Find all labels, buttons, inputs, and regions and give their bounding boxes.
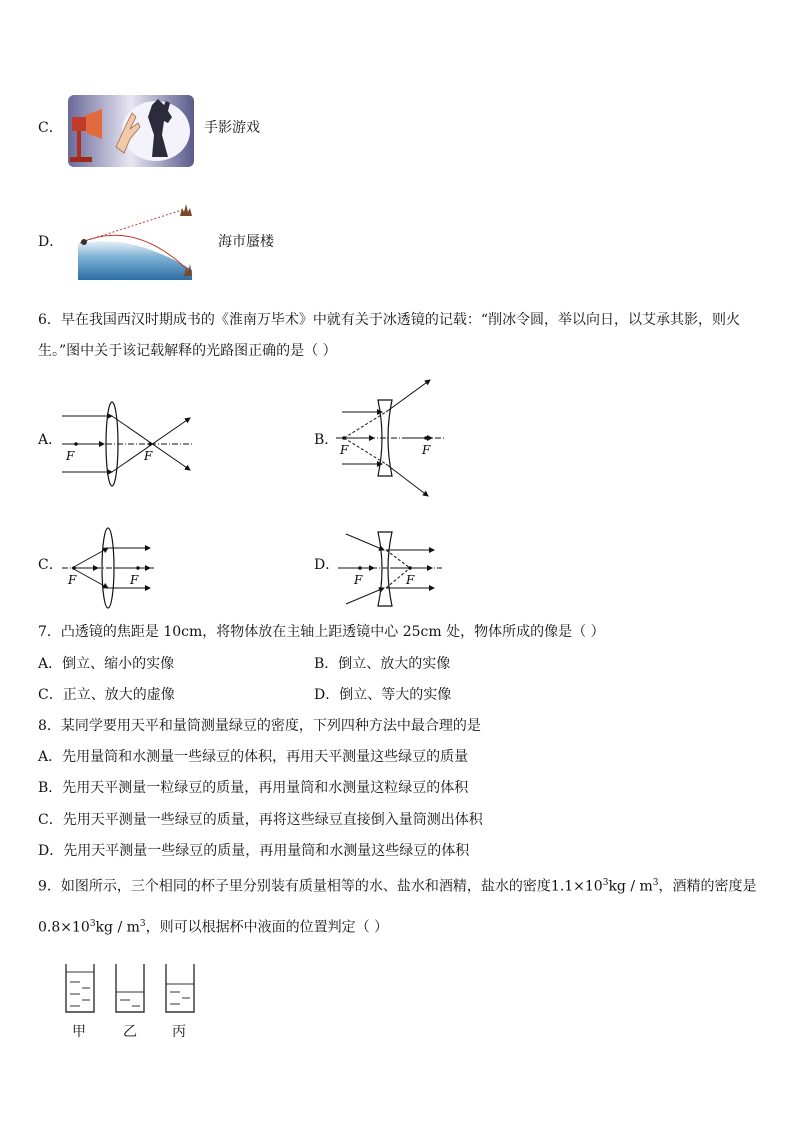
cup-label-jia: 甲 bbox=[72, 1024, 86, 1040]
q9-alc-exp: 3 bbox=[89, 919, 96, 929]
q9-alc-unit: kg / m bbox=[95, 919, 140, 936]
q6-c-focus-left: F bbox=[68, 573, 77, 587]
q6-diagram-d bbox=[334, 526, 444, 612]
cup-label-yi: 乙 bbox=[123, 1024, 137, 1040]
q6-b-focus-left: F bbox=[340, 443, 349, 457]
q6-c-focus-right: F bbox=[130, 573, 139, 587]
hand-shadow-image bbox=[68, 95, 194, 167]
q9-salt-density: 1.1×10 bbox=[550, 878, 603, 895]
q7-option-b: B．倒立、放大的实像 bbox=[314, 656, 451, 672]
cup-yi bbox=[116, 964, 144, 1012]
q6-option-c-label: C． bbox=[38, 557, 63, 573]
q6-diagram-a bbox=[58, 400, 198, 492]
q9-alc-density: 0.8×10 bbox=[38, 919, 90, 936]
q9-stem-line1 bbox=[38, 878, 757, 895]
q9-stem-line2 bbox=[38, 919, 388, 936]
q6-option-d-label: D． bbox=[314, 557, 340, 573]
option-c-label: C． bbox=[38, 120, 63, 136]
option-d-caption: 海市蜃楼 bbox=[218, 234, 274, 250]
q7-option-c: C．正立、放大的虚像 bbox=[38, 687, 175, 703]
q6-d-focus-left: F bbox=[354, 573, 363, 587]
q7-stem: 7．凸透镜的焦距是 10cm，将物体放在主轴上距透镜中心 25cm 处，物体所成的像是（ ） bbox=[38, 624, 605, 640]
q6-stem-line2: 生。”图中关于该记载解释的光路图正确的是（ ） bbox=[38, 343, 337, 359]
q8-option-a: A．先用量筒和水测量一些绿豆的体积，再用天平测量这些绿豆的质量 bbox=[38, 749, 469, 765]
q9-text-c: ，则可以根据杯中液面的位置判定（ ） bbox=[145, 919, 389, 936]
q8-option-d: D．先用天平测量一些绿豆的质量，再用量筒和水测量这些绿豆的体积 bbox=[38, 843, 470, 859]
q9-text-b: ，酒精的密度是 bbox=[658, 878, 757, 895]
q8-stem: 8．某同学要用天平和量筒测量绿豆的密度，下列四种方法中最合理的是 bbox=[38, 718, 481, 734]
option-d-label: D． bbox=[38, 234, 64, 250]
cup-jia bbox=[66, 964, 94, 1012]
q7-option-a: A．倒立、缩小的实像 bbox=[38, 656, 175, 672]
q6-stem-line1: 6．早在我国西汉时期成书的《淮南万毕术》中就有关于冰透镜的记载：“削冰令圆，举以向日，以艾承其影，则火 bbox=[38, 312, 741, 328]
cup-bing bbox=[166, 964, 194, 1012]
q6-a-focus-left: F bbox=[66, 449, 75, 463]
q8-option-b: B．先用天平测量一粒绿豆的质量，再用量筒和水测量这粒绿豆的体积 bbox=[38, 780, 469, 796]
option-c-caption: 手影游戏 bbox=[204, 120, 260, 136]
q9-salt-exp: 3 bbox=[602, 878, 609, 888]
q6-b-focus-right: F bbox=[422, 443, 431, 457]
q6-diagram-c bbox=[58, 526, 158, 612]
q7-option-d: D．倒立、等大的实像 bbox=[314, 687, 452, 703]
q6-option-b-label: B． bbox=[314, 432, 339, 448]
q9-salt-unit-exp: 3 bbox=[652, 878, 659, 888]
q6-diagram-b bbox=[334, 376, 446, 500]
q6-option-a-label: A． bbox=[38, 432, 63, 448]
q9-text-a: 9．如图所示，三个相同的杯子里分别装有质量相等的水、盐水和酒精，盐水的密度 bbox=[38, 878, 551, 895]
q6-a-focus-right: F bbox=[144, 449, 153, 463]
mirage-image bbox=[70, 196, 200, 282]
q8-option-c: C．先用天平测量一些绿豆的质量，再将这些绿豆直接倒入量筒测出体积 bbox=[38, 812, 483, 828]
q6-d-focus-right: F bbox=[406, 573, 415, 587]
cup-label-bing: 丙 bbox=[172, 1024, 186, 1040]
q9-salt-unit: kg / m bbox=[608, 878, 653, 895]
q9-cups-diagram bbox=[60, 962, 200, 1022]
q9-alc-unit-exp: 3 bbox=[139, 919, 146, 929]
